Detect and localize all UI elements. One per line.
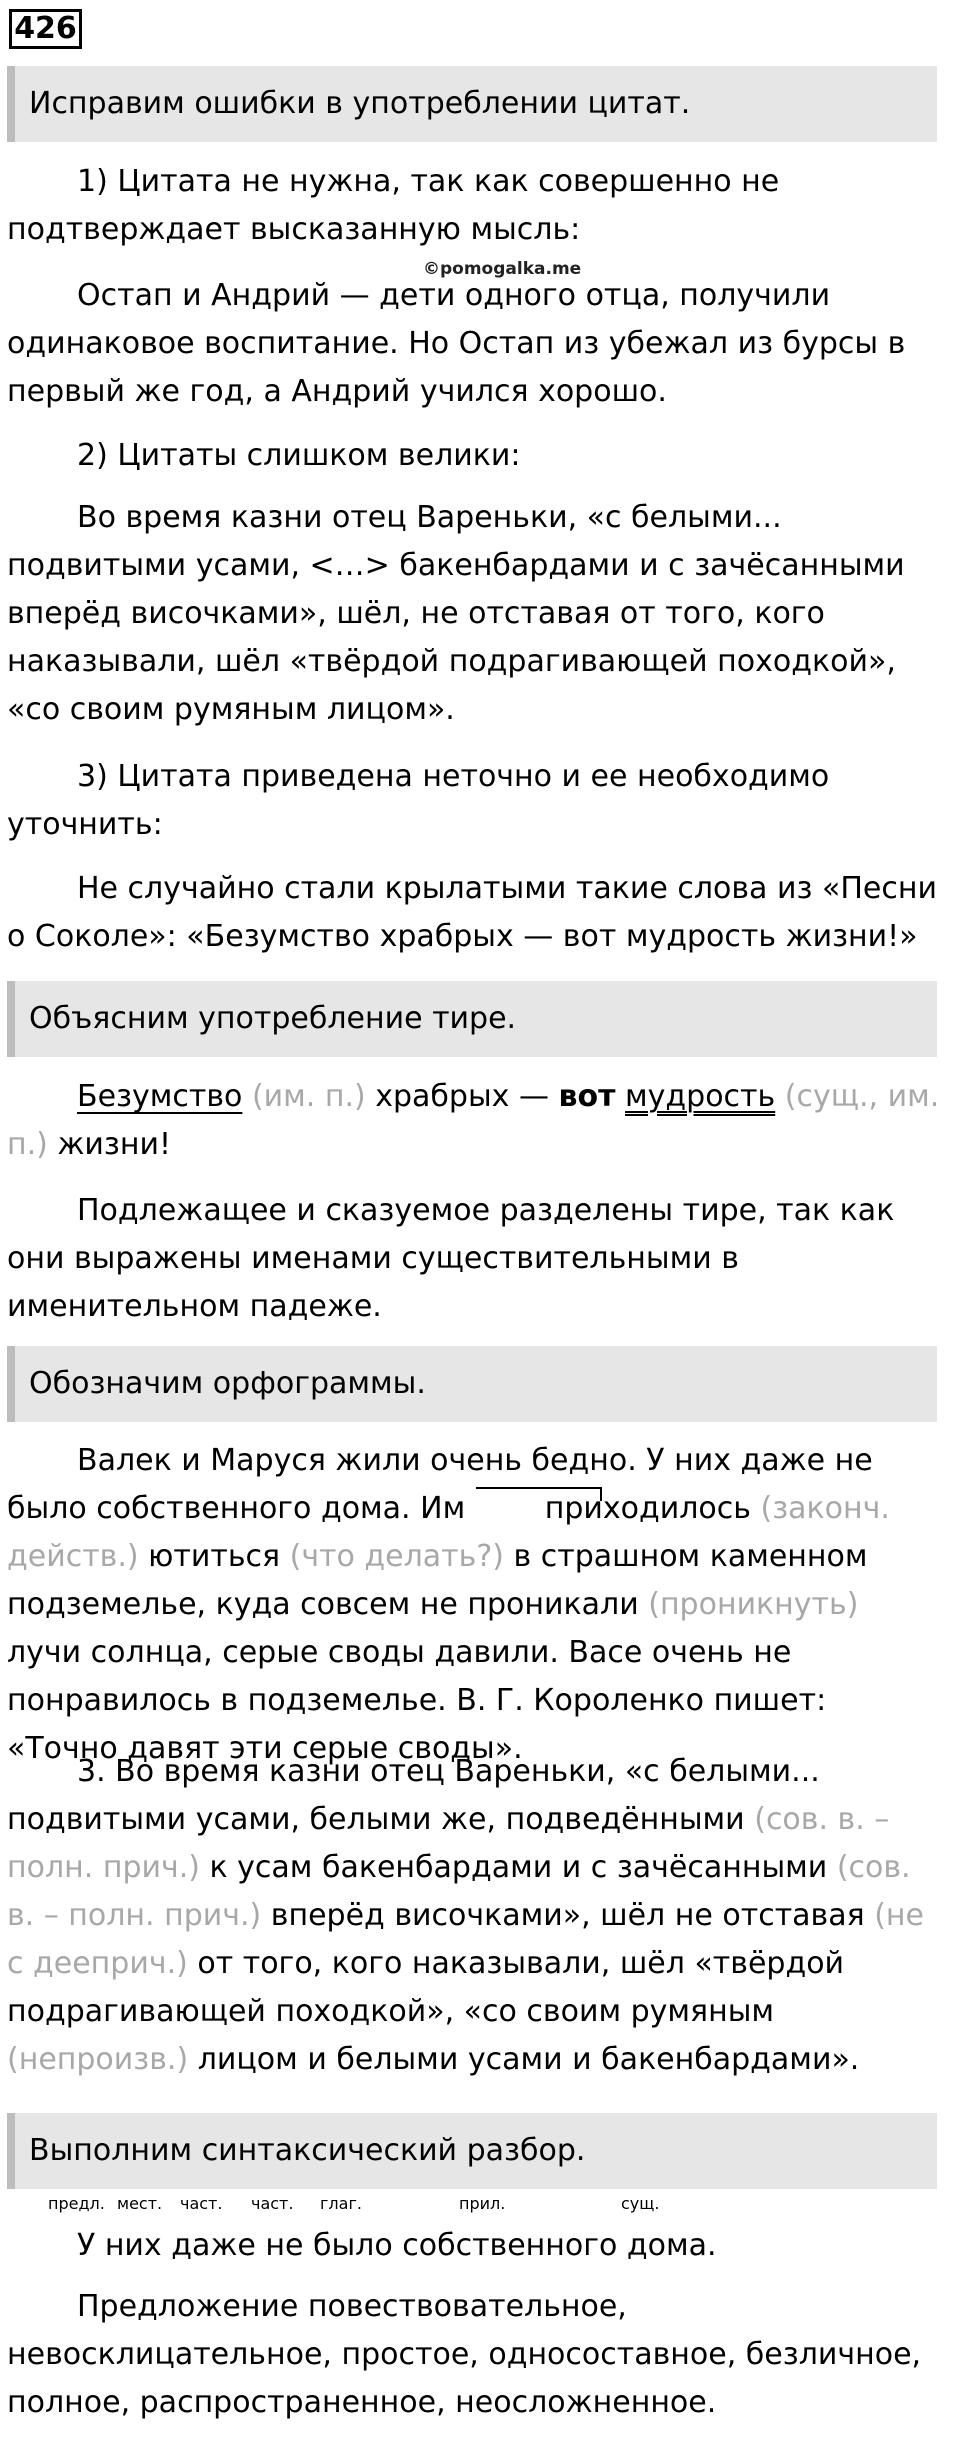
text-span: вперёд височками», шёл не отставая — [270, 1898, 865, 1933]
paragraph-3: 2) Цитаты слишком велики: — [77, 438, 521, 473]
spelling-paragraph-1 — [7, 1437, 942, 1773]
text-span: ходилось — [602, 1491, 751, 1526]
parsed-sentence: У них даже не было собственного дома. — [77, 2228, 717, 2263]
note-gray: (сов. в. – полн. прич.) — [7, 1850, 911, 1933]
paragraph-5: 3) Цитата приведена неточно и ее необходимо уточнить: — [7, 759, 830, 842]
paragraph-2: Остап и Андрий — дети одного отца, получили одинаковое воспитание. Но Остап из убежал из бурсы в первый же год, а Андрий учился хорошо. — [7, 278, 906, 409]
predicate-word: мудрость — [625, 1079, 776, 1114]
section-heading-syntax: Выполним синтаксический разбор. — [7, 2113, 937, 2189]
pos-label: предл. — [48, 2194, 105, 2213]
paragraph-6: Не случайно стали крылатыми такие слова из «Песни о Соколе»: «Безумство храбрых — вот мудрость жизни!» — [7, 871, 937, 954]
pos-label: част. — [180, 2194, 223, 2213]
paragraph-4: Во время казни отец Вареньки, «с белыми... подвитыми усами, <…> бакенбардами и с зачёсанными вперёд височками», шёл, не отставая от того, кого наказывали, шёл «твёрдой подрагивающей походкой», «со своим румяным лицом». — [7, 500, 905, 727]
text-span: к усам бакенбардами и с зачёсанными — [209, 1850, 828, 1885]
text-span: Валек и Маруся жили очень бедно. У них даже не было собственного дома. Им — [7, 1443, 873, 1526]
note-nominative: (им. п.) — [251, 1079, 366, 1114]
watermark: ©pomogalka.me — [423, 259, 582, 279]
note-gray: (проникнуть) — [648, 1587, 859, 1622]
pos-label: прил. — [459, 2194, 506, 2213]
text-span: 3. Во время казни отец Вареньки, «с белыми... подвитыми усами, белыми же, подведёнными — [7, 1754, 820, 1837]
text-span: в страшном каменном подземелье, куда совсем не проникали — [7, 1539, 868, 1622]
text-span: лицом и белыми усами и бакенбардами». — [197, 2042, 860, 2077]
particle-vot: вот — [558, 1079, 616, 1114]
text-span: лучи солнца, серые своды давили. Васе очень не понравилось в подземелье. В. Г. Короленко пишет: «Точно давят эти серые своды». — [7, 1635, 827, 1766]
paragraph-1: 1) Цитата не нужна, так как совершенно не подтверждает высказанную мысль: — [7, 164, 780, 247]
pos-label: глаг. — [320, 2194, 362, 2213]
section-heading-dash: Объясним употребление тире. — [7, 981, 937, 1057]
note-gray: (сов. в. – полн. прич.) — [7, 1802, 890, 1885]
pos-label: мест. — [117, 2194, 163, 2213]
dash-word: храбрых — — [375, 1079, 549, 1114]
section-heading-quotes: Исправим ошибки в употреблении цитат. — [7, 66, 937, 142]
task-number: 426 — [9, 9, 82, 49]
section-heading-spelling: Обозначим орфограммы. — [7, 1346, 937, 1422]
note-gray: (что делать?) — [289, 1539, 504, 1574]
pos-label: сущ. — [621, 2194, 660, 2213]
last-word: жизни! — [57, 1127, 172, 1162]
spelling-paragraph-2 — [7, 1748, 942, 2084]
text-span: от того, кого наказывали, шёл «твёрдой подрагивающей походкой», «со своим румяным — [7, 1946, 845, 2029]
syntax-conclusion: Предложение повествовательное, невосклицательное, простое, односоставное, безличное, полное, распространенное, неосложненное. — [7, 2289, 922, 2420]
dash-example-sentence — [7, 1073, 942, 1169]
note-gray: (непроизв.) — [7, 2042, 189, 2077]
note-noun: (сущ., им. п.) — [7, 1079, 940, 1162]
pos-label: част. — [251, 2194, 294, 2213]
note-gray: (законч. действ.) — [7, 1491, 890, 1574]
prefix-mark: при — [475, 1485, 603, 1533]
dash-explanation: Подлежащее и сказуемое разделены тире, так как они выражены именами существительными в именительном падеже. — [7, 1193, 895, 1324]
text-span: ютиться — [148, 1539, 281, 1574]
subject-word: Безумство — [77, 1079, 243, 1114]
note-gray: (не с дееприч.) — [7, 1898, 924, 1981]
